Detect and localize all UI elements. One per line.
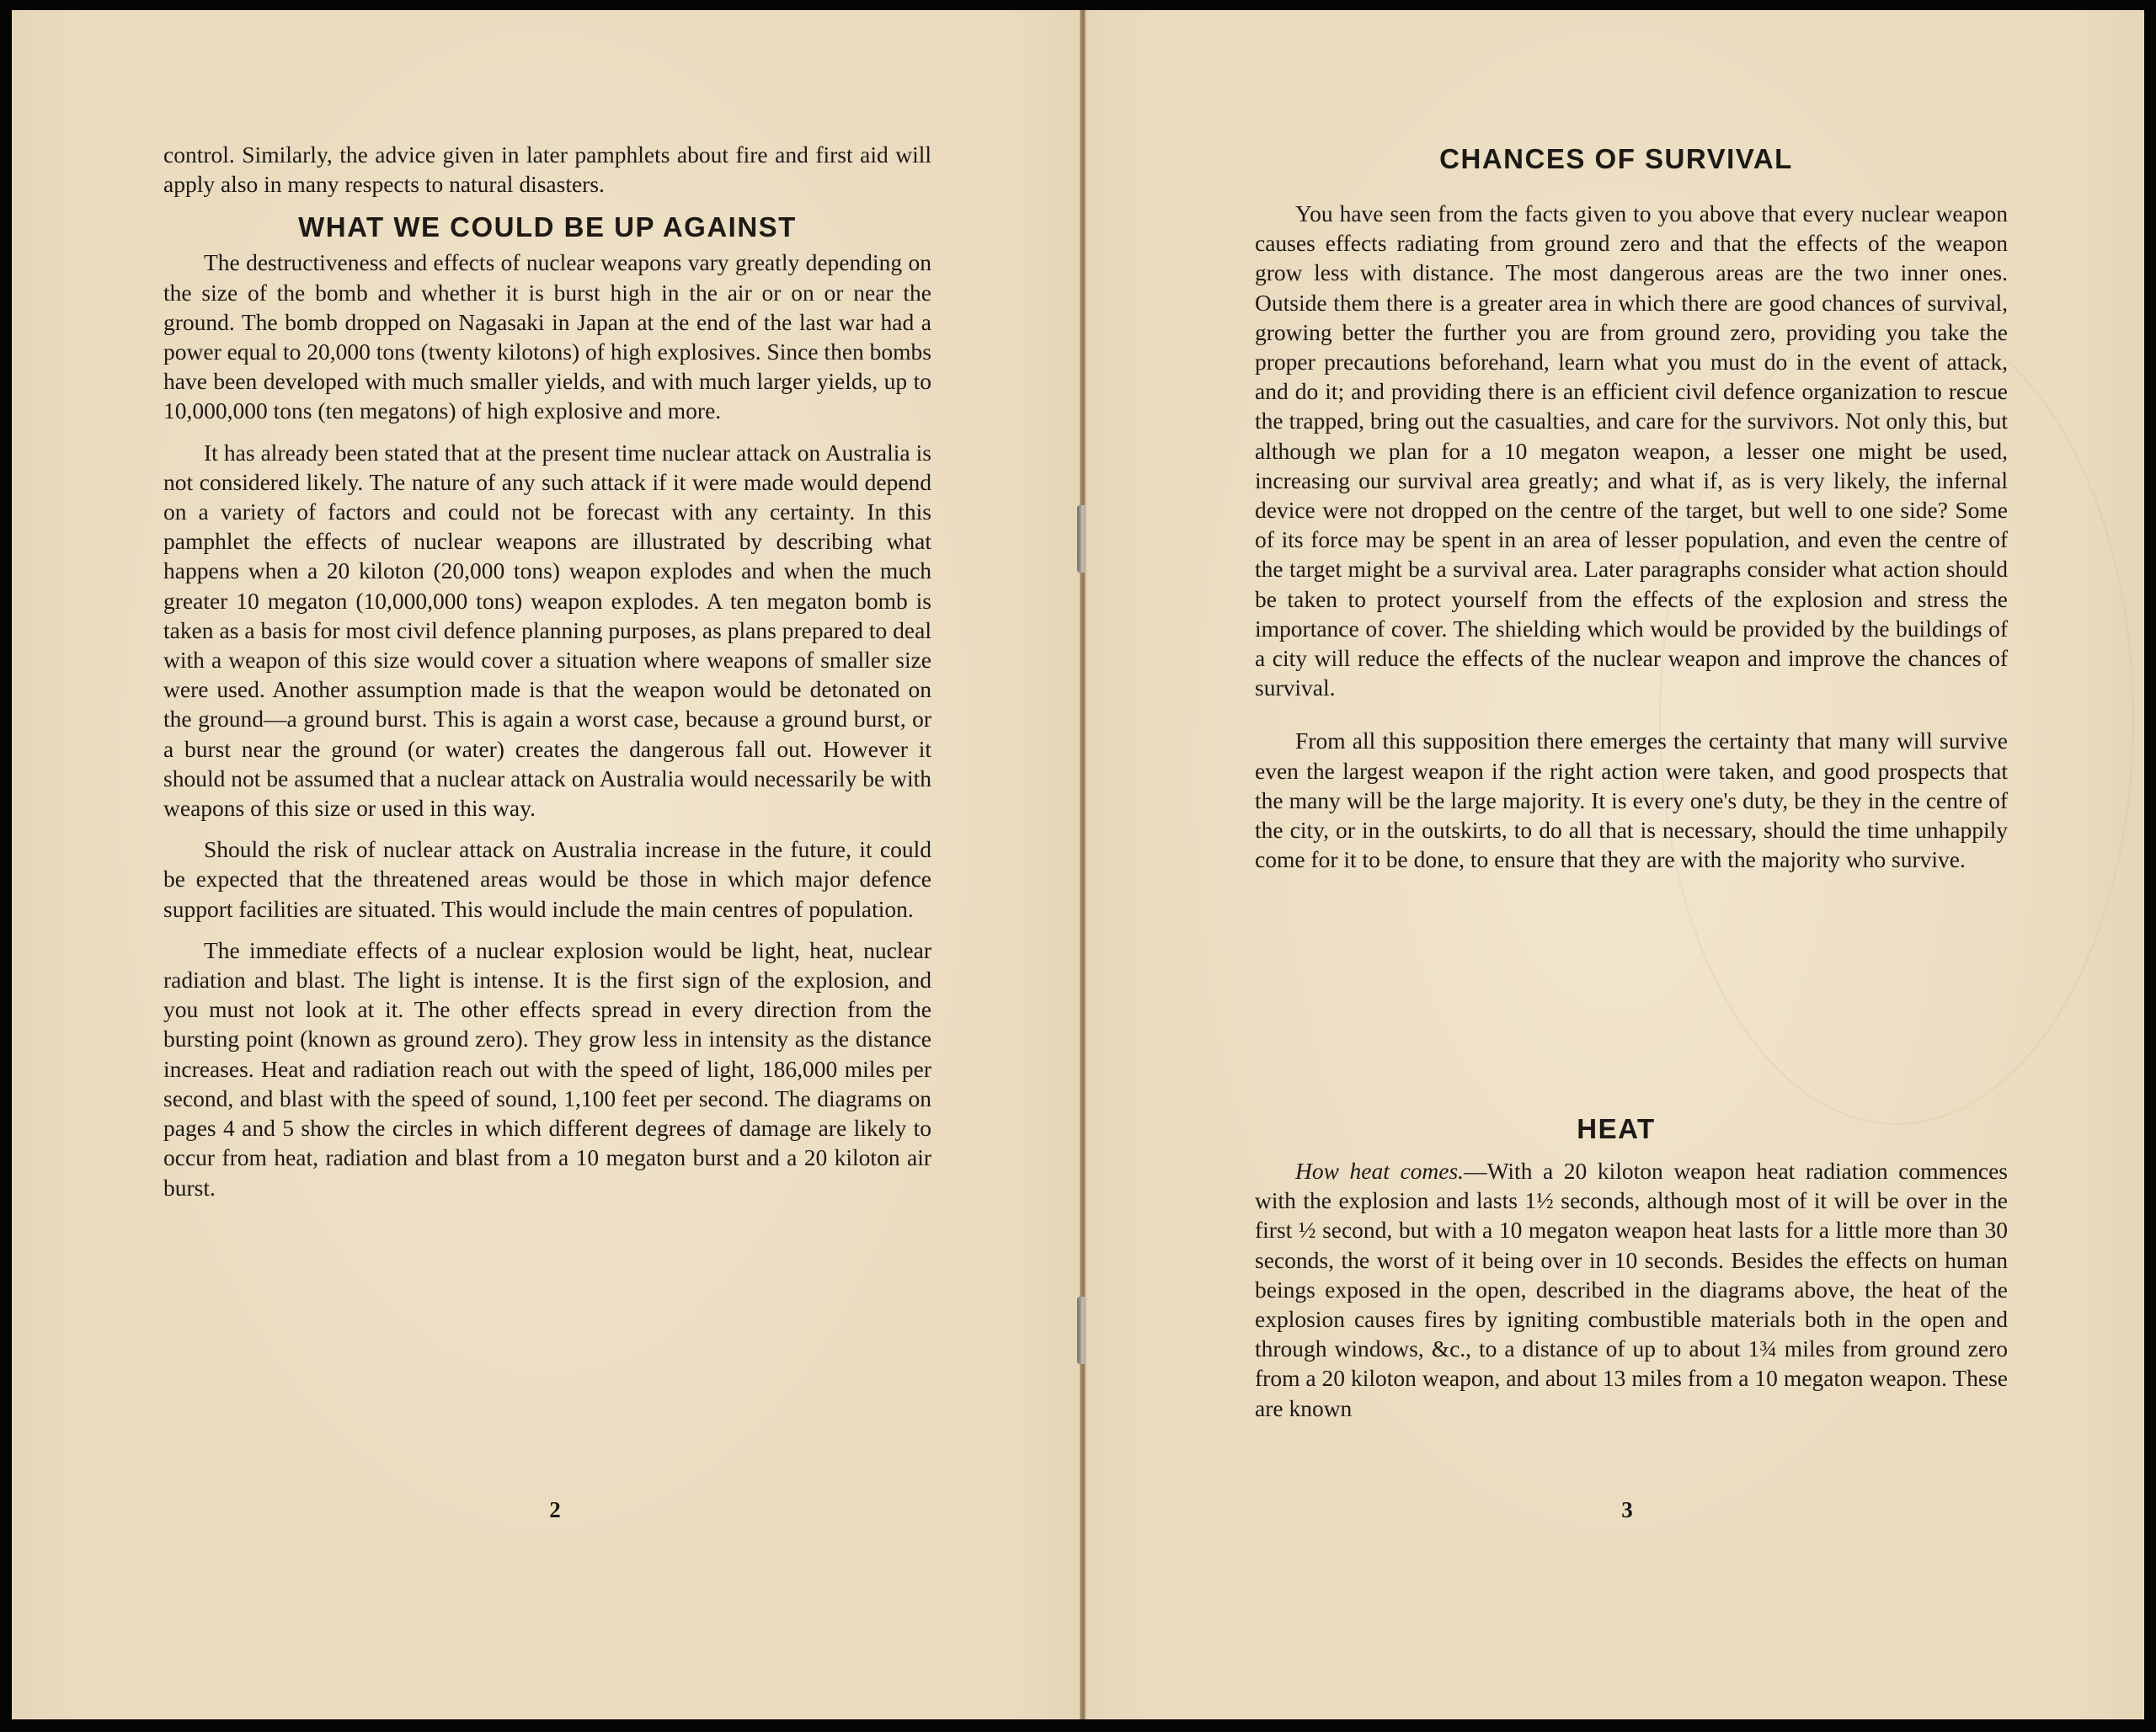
section-heading-heat: HEAT: [1577, 1113, 1656, 1144]
left-text-column: [163, 140, 931, 1214]
left-page: [12, 10, 1081, 1719]
page-number: 3: [1621, 1497, 1633, 1522]
right-text-column: [1255, 199, 2008, 886]
body-paragraph: The destructiveness and effects of nuclear weapons vary greatly depending on the size of the bomb and whether it is burst high in the air or on or near the ground. The bomb dropped on Nagasaki in Japan at the end of the last war had a power equal to 20,000 tons (twenty kilotons) of high explosives. Since then bombs have been developed with much smaller yields, and with much larger yields, up to 10,000,000 tons (ten megatons) of high explosive and more.: [163, 249, 931, 424]
heat-lead-in: How heat comes.: [1295, 1158, 1465, 1184]
body-paragraph: Should the risk of nuclear attack on Australia increase in the future, it could be expected that the threatened areas would be those in which major defence support facilities are situated. This would include the main centres of population.: [163, 836, 931, 922]
section-heading-chances-of-survival: CHANCES OF SURVIVAL: [1439, 143, 1793, 174]
section-heading-what-we-could-be-up-against: WHAT WE COULD BE UP AGAINST: [298, 211, 797, 243]
continuation-paragraph: control. Similarly, the advice given in later pamphlets about fire and first aid will apply also in many respects to natural disasters.: [163, 141, 931, 198]
body-paragraph: It has already been stated that at the present time nuclear attack on Australia is not considered likely. The nature of any such attack if it were made would depend on a variety of factors and could not be forecast with any certainty. In this pamphlet the effects of nuclear weapons are illustrated by describing what happens when a 20 kiloton (20,000 tons) weapon explodes and when the much greater 10 megaton (10,000,000 tons) weapon explodes. A ten megaton bomb is taken as a basis for most civil defence planning purposes, as plans prepared to deal with a weapon of this size would cover a situation where weapons of smaller size were used. Another assumption made is that the weapon would be detonated on the ground—a ground burst. This is again a worst case, because a ground burst, or a burst near the ground (or water) creates the dangerous fall out. However it should not be assumed that a nuclear attack on Australia would necessarily be with weapons of this size or used in this way.: [163, 439, 931, 822]
body-paragraph: From all this supposition there emerges the certainty that many will survive even the largest weapon if the right action were taken, and good prospects that the many will be the large majority. It is every one's duty, be they in the centre of the city, or in the outskirts, to do all that is necessary, should the time unhappily come for it to be done, to ensure that they are with the majority who survive.: [1255, 727, 2008, 873]
page-number: 2: [549, 1497, 561, 1522]
body-paragraph: The immediate effects of a nuclear explosion would be light, heat, nuclear radiation and blast. The light is intense. It is the first sign of the explosion, and you must not look at it. The other effects spread in every direction from the bursting point (known as ground zero). They grow less in intensity as the distance increases. Heat and radiation reach out with the speed of light, 186,000 miles per second, and blast with the speed of sound, 1,100 feet per second. The diagrams on pages 4 and 5 show the circles in which different degrees of damage are likely to occur from heat, radiation and blast from a 10 megaton burst and a 20 kiloton air burst.: [163, 936, 931, 1201]
body-paragraph: You have seen from the facts given to you above that every nuclear weapon causes effects radiating from ground zero and that the effects of the weapon grow less with distance. The most dangerous areas are the two inner ones. Outside them there is a greater area in which there are good chances of survival, growing better the further you are from ground zero, providing you take the proper precautions beforehand, learn what you must do in the event of attack, and do it; and providing there is an efficient civil defence organization to rescue the trapped, bring out the casualties, and care for the survivors. Not only this, but although we plan for a 10 megaton weapon, a lesser one might be used, increasing our survival area greatly; and what if, as is very likely, the infernal device were not dropped on the centre of the target, but well to one side? Some of its force may be spent in an area of lesser population, and even the centre of the target might be a survival area. Later paragraphs consider what action should be taken to protect yourself from the effects of the explosion and stress the importance of cover. The shielding which would be provided by the buildings of a city will reduce the effects of the nuclear weapon and improve the chances of survival.: [1255, 200, 2008, 701]
heat-text: —With a 20 kiloton weapon heat radiation commences with the explosion and lasts 1½ seconds, although most of it will be over in the first ½ second, but with a 10 megaton weapon heat lasts for a little more than 30 seconds, the worst of it being over in 10 seconds. Besides the effects on human beings exposed in the open, described in the diagrams above, the heat of the explosion causes fires by igniting combustible materials both in the open and through windows, &c., to a distance of up to about 1¾ miles from ground zero from a 20 kiloton weapon, and about 13 miles from a 10 megaton weapon. These are known: [1255, 1158, 2008, 1421]
heat-paragraph: [1255, 1156, 2008, 1423]
right-page: [1085, 10, 2144, 1719]
